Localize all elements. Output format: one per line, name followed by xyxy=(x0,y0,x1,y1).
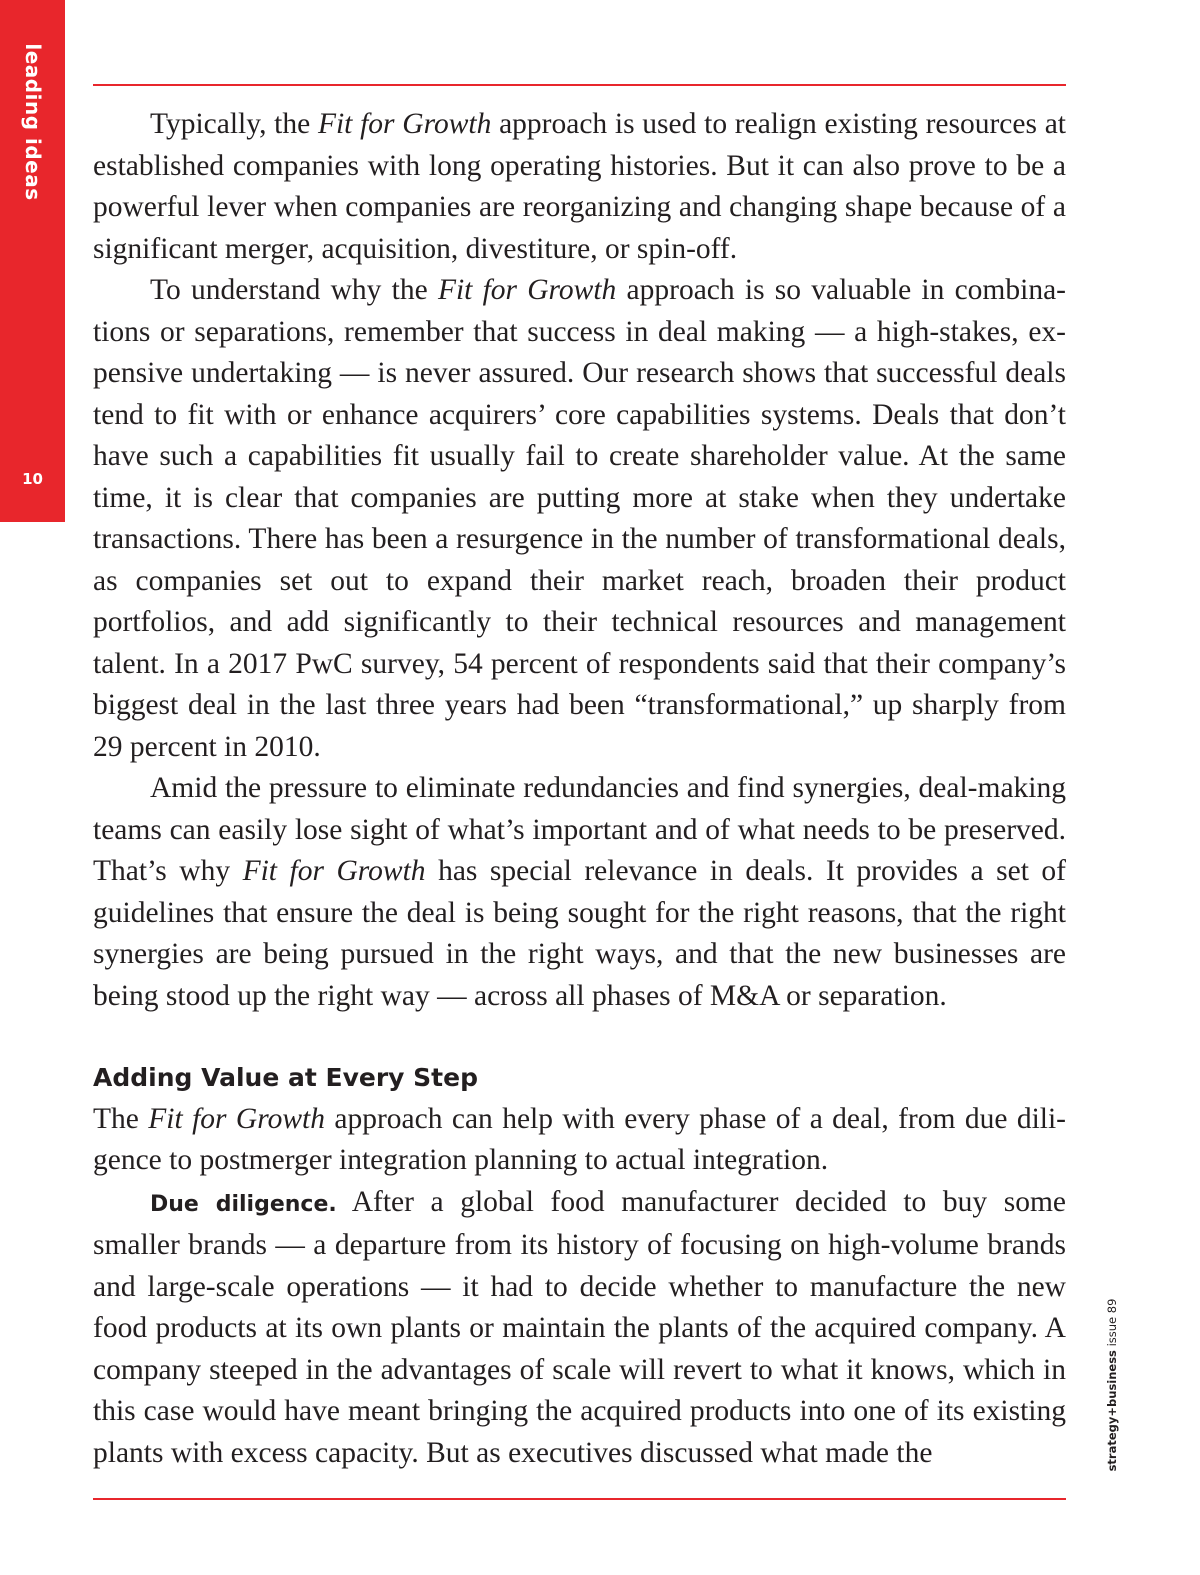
paragraph-text: After a global food manufacturer decided to buy some smaller brands — a departure from its history of focusing on high-volume brands and large-scale operations — it had to decide whether to manufacture the new food products at its own plants or maintain the plants of the acquired company. A company steeped in the advantages of scale will revert to what it knows, which in this case would have meant bringing the acquired products into one of its existing plants with excess capacity. But as executives discussed what made the xyxy=(93,1185,1066,1469)
italic-title: Fit for Growth xyxy=(437,274,617,306)
folio xyxy=(1105,1299,1119,1472)
section-heading: Adding Value at Every Step xyxy=(93,1063,478,1092)
paragraph-text: Amid the pressure to eliminate redundancies and find synergies, deal-making teams can easily lose sight of what’s important and of what needs to be preserved. That’s why xyxy=(93,772,1066,887)
paragraph-3 xyxy=(93,768,1066,1017)
top-rule xyxy=(93,84,1066,86)
paragraph-2 xyxy=(93,270,1066,768)
bottom-rule xyxy=(93,1498,1066,1500)
article-body xyxy=(93,104,1066,1474)
paragraph-5 xyxy=(93,1182,1066,1475)
section-tab xyxy=(0,0,65,522)
run-in-heading: Due diligence. xyxy=(150,1191,337,1217)
publication-name: strategy+business xyxy=(1105,1350,1119,1472)
section-label: leading ideas xyxy=(21,43,45,201)
paragraph-1 xyxy=(93,104,1066,270)
paragraph-text: approach is used to realign existing resources at established companies with long operating histories. But it can also prove to be a powerful lever when companies are reorganizing and changing shape because of a significant merger, acquisition, divestiture, or spin-off. xyxy=(93,108,1066,265)
paragraph-text: Typically, the xyxy=(150,108,318,140)
paragraph-4 xyxy=(93,1099,1066,1182)
paragraph-text: approach can help with every phase of a deal, from due diligence to postmerger integration planning to actual integration. xyxy=(93,1102,1066,1176)
paragraph-text: The xyxy=(93,1102,149,1135)
italic-title: Fit for Growth xyxy=(242,855,426,887)
issue-number: issue 89 xyxy=(1105,1298,1119,1347)
italic-title: Fit for Growth xyxy=(317,108,492,140)
paragraph-text: approach is so valuable in combinations or separations, remember that success in deal making — a high-stakes, expensive undertaking — is never assured. Our research shows that successful deals tend to fit with or enhance acquirers’ core capabilities systems. Deals that don’t have such a capabilities fit usually fail to create shareholder value. At the same time, it is clear that companies are putting more at stake when they undertake transactions. There has been a resurgence in the number of transformational deals, as companies set out to expand their market reach, broaden their product portfolios, and add significantly to their technical resources and management talent. In a 2017 PwC survey, 54 percent of respondents said that their company’s biggest deal in the last three years had been “transformational,” up sharply from 29 percent in 2010. xyxy=(93,274,1066,763)
paragraph-text: To understand why the xyxy=(150,274,438,306)
page-number: 10 xyxy=(22,470,43,488)
italic-title: Fit for Growth xyxy=(148,1102,325,1135)
paragraph-text: has special relevance in deals. It provides a set of guidelines that ensure the deal is being sought for the right reasons, that the right synergies are being pursued in the right ways, and that the new businesses are being stood up the right way — across all phases of M&A or separation. xyxy=(93,855,1066,1012)
